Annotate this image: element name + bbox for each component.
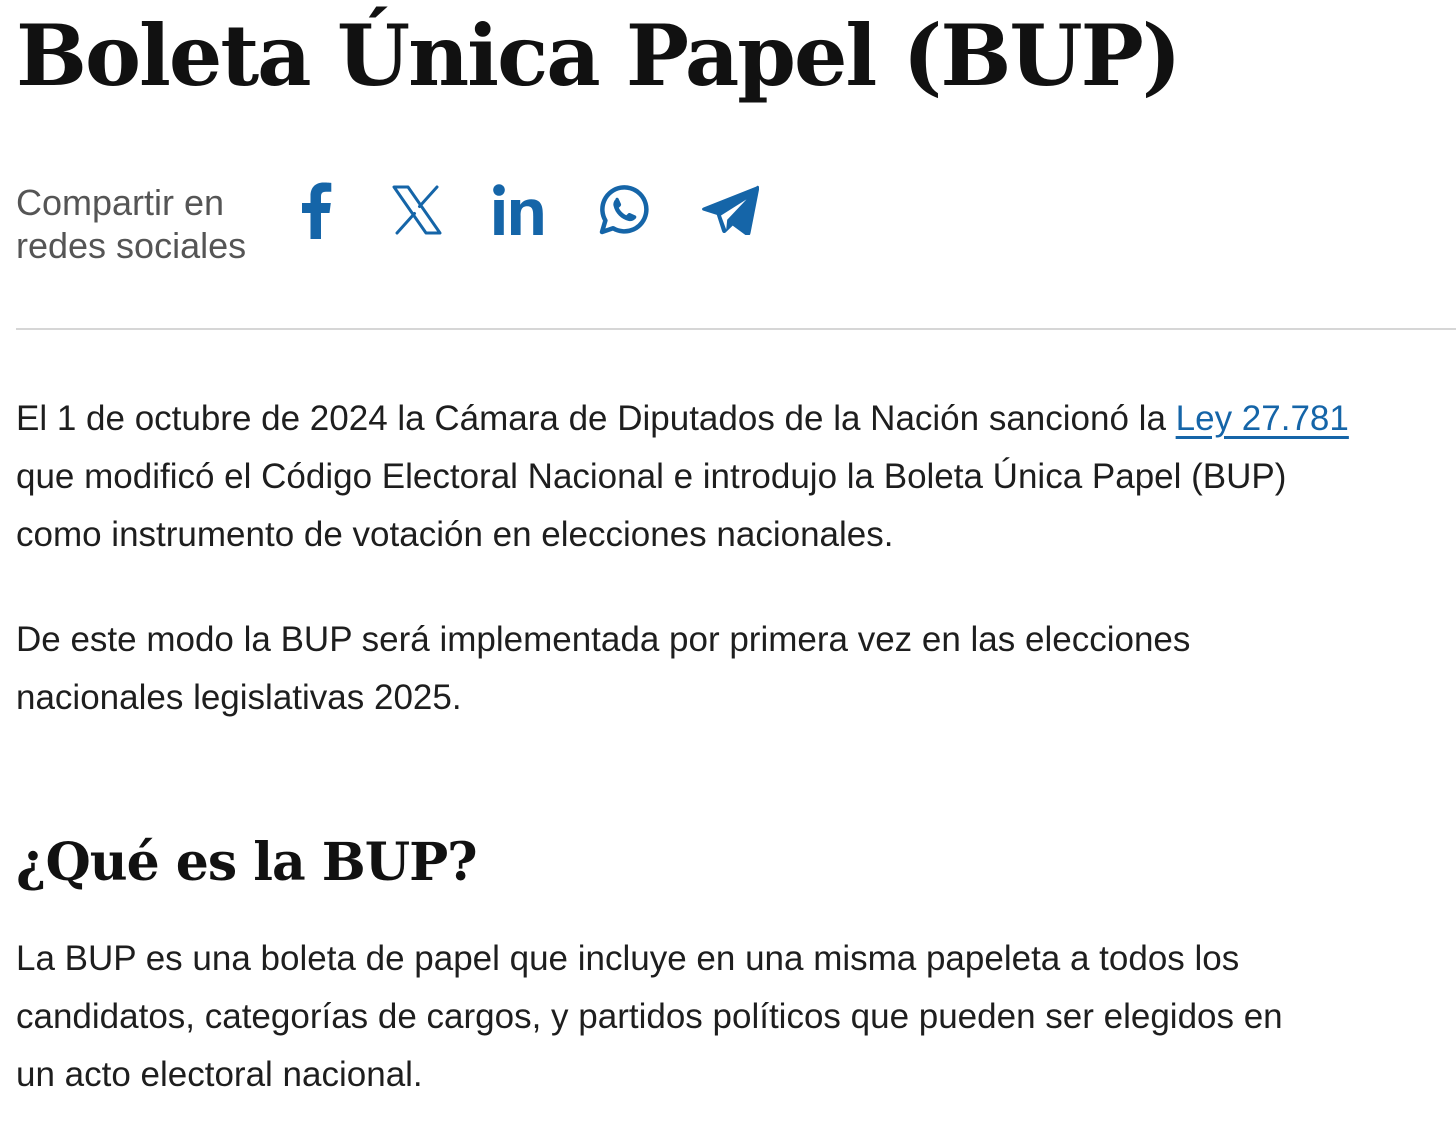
page-title: Boleta Única Papel (BUP) [16,6,1180,105]
telegram-share-button[interactable] [690,170,770,250]
share-label [16,181,280,267]
paragraph-definition [16,930,1456,1104]
x-share-button[interactable] [377,170,457,250]
share-bar [16,178,280,270]
facebook-share-button[interactable] [275,170,355,250]
linkedin-share-button[interactable] [480,170,560,250]
facebook-icon [295,181,335,239]
telegram-icon [701,185,759,235]
whatsapp-share-button[interactable] [583,170,663,250]
section-line2: candidatos, categorías de cargos, y partidos políticos que pueden ser elegidos en [16,997,1283,1036]
paragraph2-line2: nacionales legislativas 2025. [16,678,462,717]
paragraph1-line3: como instrumento de votación en elecciones nacionales. [16,515,894,554]
x-icon [391,185,443,235]
paragraph-law-sanction [16,390,1456,564]
paragraph1-line1 [16,390,1456,448]
share-label-line1: Compartir en [16,182,225,223]
divider [16,328,1456,330]
paragraph2-line1: De este modo la BUP será implementada por primera vez en las elecciones [16,620,1191,659]
section-line3: un acto electoral nacional. [16,1055,423,1094]
paragraph-implementation [16,611,1456,727]
whatsapp-icon [596,183,650,237]
paragraph1-line1-text: El 1 de octubre de 2024 la Cámara de Diputados de la Nación sancionó la [16,399,1176,438]
linkedin-icon [493,184,547,236]
share-label-line2: redes sociales [16,225,247,266]
section-line1: La BUP es una boleta de papel que incluye en una misma papeleta a todos los [16,939,1240,978]
law-link[interactable]: Ley 27.781 [1175,399,1349,438]
paragraph1-line2: que modificó el Código Electoral Nacional e introdujo la Boleta Única Papel (BUP) [16,457,1287,496]
section-heading: ¿Qué es la BUP? [16,832,477,893]
